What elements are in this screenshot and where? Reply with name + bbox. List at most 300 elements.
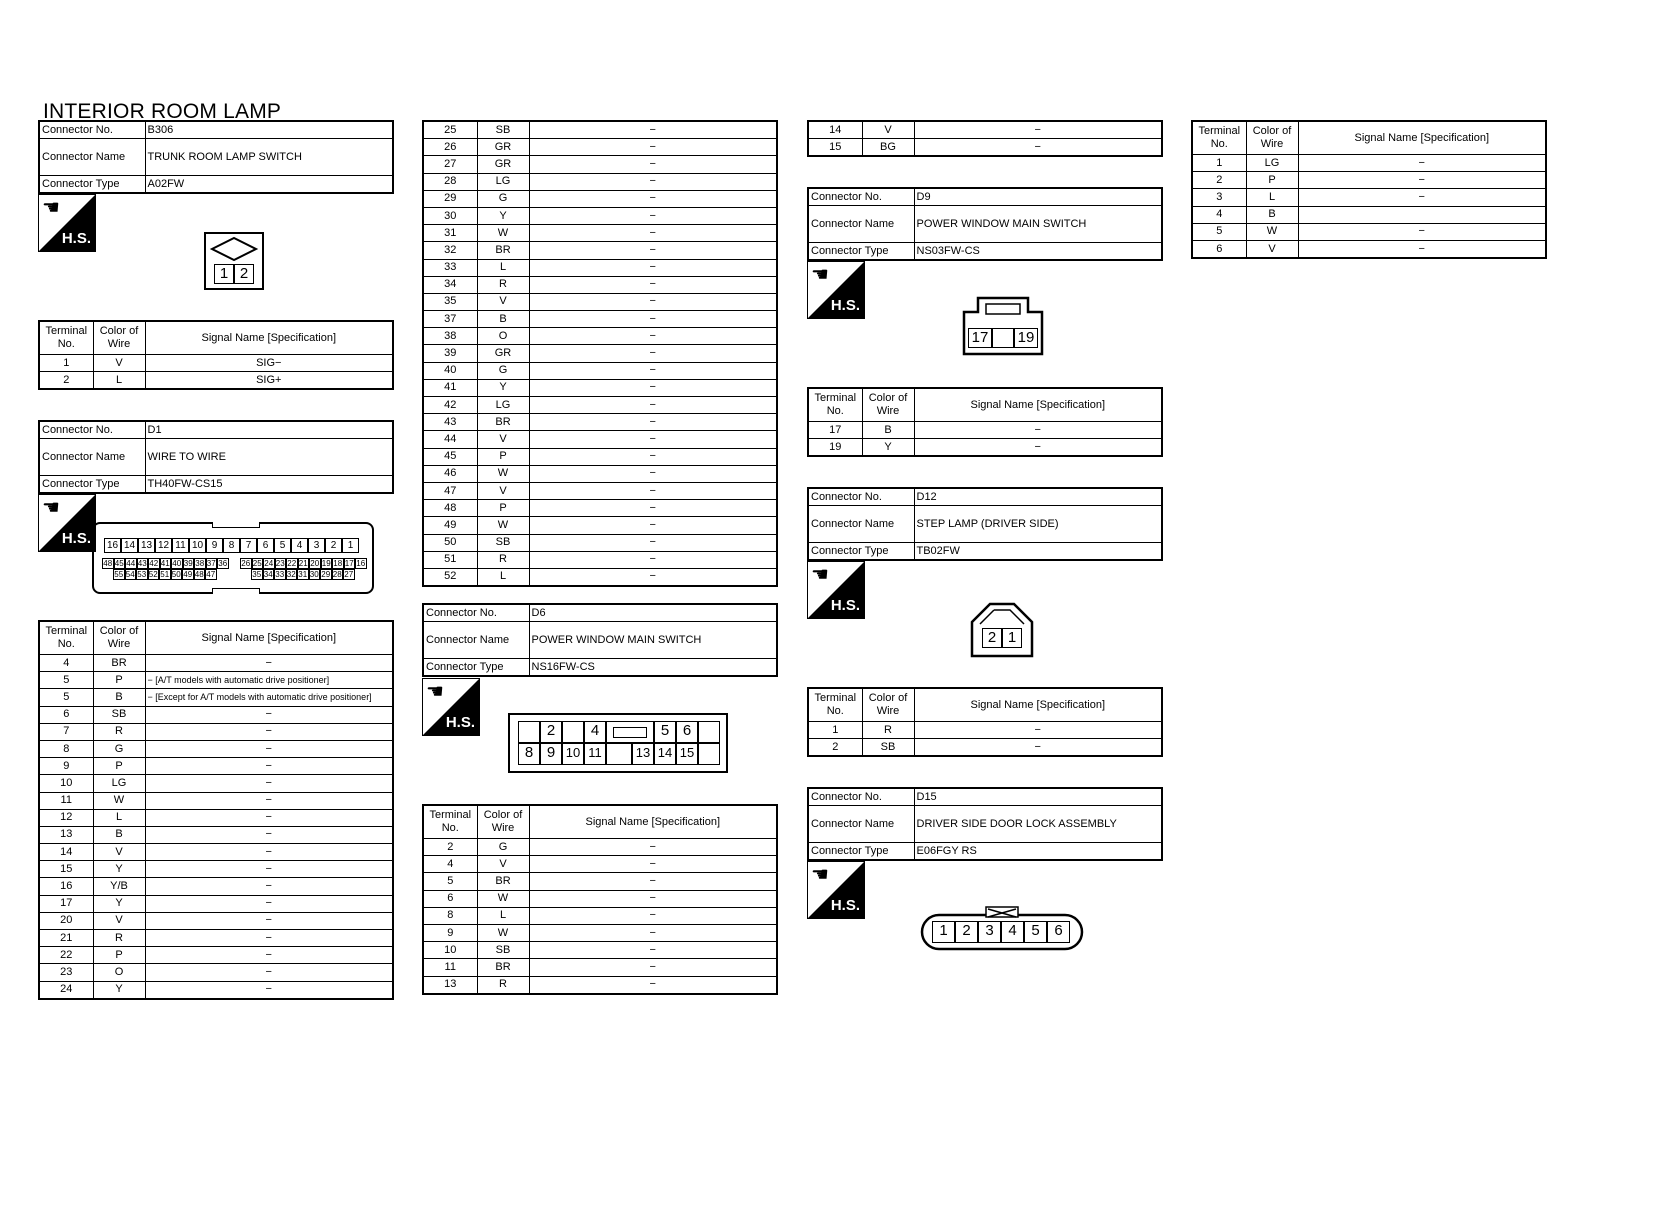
harness-hand-icon: ☚ [42,197,60,219]
signal-name-cell: − [145,723,393,740]
terminal-no-cell: 11 [423,959,477,976]
pin: 49 [183,570,193,579]
table-row: 17 B − [808,422,1162,439]
wire-color-cell: G [477,362,529,379]
terminal-no-cell: 6 [39,706,93,723]
signal-name-cell: − [529,397,777,414]
terminal-no-cell: 15 [39,861,93,878]
terminal-no-cell: 32 [423,242,477,259]
pin: 16 [356,559,366,568]
connector-diagram-d6 [508,713,728,773]
wire-color-cell: SB [477,534,529,551]
hs-icon: ☚ H.S. [38,194,96,252]
header-signal-name: Signal Name [Specification] [529,805,777,839]
wire-color-cell: L [477,568,529,586]
wire-color-cell: V [477,856,529,873]
terminal-no-cell: 31 [423,225,477,242]
pin: 24 [264,559,274,568]
table-row [39,740,393,757]
table-row [39,672,393,689]
wire-color-cell: R [93,723,145,740]
connector-name: DRIVER SIDE DOOR LOCK ASSEMBLY [914,806,1162,843]
wire-color-cell: W [477,890,529,907]
pin: 54 [125,570,135,579]
label-connector-no: Connector No. [808,488,914,506]
table-row [39,706,393,723]
connector-name: STEP LAMP (DRIVER SIDE) [914,506,1162,543]
pin: 18 [333,559,343,568]
terminal-no-cell: 28 [423,173,477,190]
connector-diagram-d12 [970,602,1034,658]
wire-color-cell: W [93,792,145,809]
wire-color-cell: SB [93,706,145,723]
pin: 2 [955,921,978,943]
harness-hand-icon: ☚ [811,564,829,586]
label-connector-name: Connector Name [808,806,914,843]
pin: 1 [932,921,955,943]
pin: 44 [126,559,136,568]
label-connector-type: Connector Type [423,659,529,677]
pin-empty [992,328,1014,348]
signal-name-cell: − [Except for A/T models with automatic drive positioner] [145,689,393,706]
signal-name-cell: − [529,856,777,873]
signal-name-cell: − [529,173,777,190]
signal-name-cell: − [145,861,393,878]
label-connector-type: Connector Type [808,543,914,561]
terminal-no-cell: 5 [39,672,93,689]
table-row [423,276,777,293]
connector-type: TH40FW-CS15 [145,476,393,494]
pin: 45 [114,559,124,568]
signal-name-cell: − [145,947,393,964]
terminal-no-cell: 20 [39,912,93,929]
connector-no: D6 [529,604,777,622]
table-row [423,173,777,190]
pin: 14 [121,538,138,553]
terminal-no-cell: 14 [808,121,862,139]
pin: 51 [160,570,170,579]
terminal-no-cell: 40 [423,362,477,379]
wire-color-cell: W [477,465,529,482]
wire-color-cell: B [93,689,145,706]
connector-no: D15 [914,788,1162,806]
label-connector-no: Connector No. [39,421,145,439]
pin: 11 [172,538,189,553]
table-row [423,379,777,396]
hs-icon: ☚ H.S. [38,494,96,552]
signal-name-cell: − [145,740,393,757]
pin-empty [698,743,720,765]
pin: 2 [325,538,342,553]
signal-name-cell: − [529,225,777,242]
pin: 13 [138,538,155,553]
terminal-no-cell: 13 [423,976,477,994]
terminal-no-cell: 35 [423,293,477,310]
terminal-table-d6-continued [807,120,1163,157]
signal-name-cell: − [529,500,777,517]
table-row [39,655,393,672]
table-row [39,861,393,878]
signal-name-cell: − [145,758,393,775]
signal-name-cell: − [529,568,777,586]
connector-key-icon [207,235,261,265]
wire-color-cell: R [477,276,529,293]
pin: 17 [344,559,354,568]
terminal-no-cell: 8 [39,740,93,757]
signal-name-cell: − [529,873,777,890]
signal-name-cell: − [529,328,777,345]
label-connector-type: Connector Type [808,243,914,261]
terminal-no-cell: 5 [423,873,477,890]
signal-name-cell: − [529,942,777,959]
hs-icon: ☚ H.S. [807,261,865,319]
signal-name-cell: − [529,551,777,568]
wire-color-cell: P [93,947,145,964]
header-color-of-wire: Color of Wire [862,388,914,422]
signal-name-cell: − [529,293,777,310]
wire-color-cell: LG [93,775,145,792]
terminal-no-cell: 44 [423,431,477,448]
table-row [423,482,777,499]
hs-icon: ☚ H.S. [422,678,480,736]
wire-color-cell: W [477,924,529,941]
header-terminal-no: Terminal No. [423,805,477,839]
table-row [423,942,777,959]
terminal-no-cell: 50 [423,534,477,551]
signal-name-cell: − [529,121,777,139]
table-row [808,121,1162,139]
pin: 5 [1024,921,1047,943]
terminal-no-cell: 39 [423,345,477,362]
table-row: 19 Y − [808,439,1162,457]
table-row: 2 P − [1192,172,1546,189]
terminal-table-b306 [38,320,394,390]
table-row [423,156,777,173]
pin: 2 [234,264,254,284]
terminal-no-cell: 10 [423,942,477,959]
connector-diagram-d15 [920,905,1084,951]
terminal-no-cell: 46 [423,465,477,482]
label-connector-no: Connector No. [808,188,914,206]
table-row [39,758,393,775]
pin: 26 [241,559,251,568]
table-row: 1 R − [808,722,1162,739]
signal-name-cell: − [529,259,777,276]
header-terminal-no: Terminal No. [39,321,93,355]
pin: 43 [137,559,147,568]
pin: 42 [149,559,159,568]
terminal-no-cell: 48 [423,500,477,517]
signal-name-cell: − [529,465,777,482]
table-row [39,912,393,929]
signal-name-cell: − [529,839,777,856]
signal-name-cell: − [529,156,777,173]
connector-latch-icon [212,588,260,594]
terminal-no-cell: 2 [423,839,477,856]
pin: 10 [189,538,206,553]
pin: 29 [321,570,331,579]
wire-color-cell: BR [477,959,529,976]
header-signal-name: Signal Name [Specification] [145,621,393,655]
table-row [423,414,777,431]
terminal-no-cell: 9 [423,924,477,941]
pin: 2 [540,721,562,743]
table-row [423,890,777,907]
connector-diagram-d1 [92,522,374,594]
terminal-no-cell: 42 [423,397,477,414]
terminal-no-cell: 6 [423,890,477,907]
wire-color-cell: G [93,740,145,757]
wire-color-cell: Y [93,895,145,912]
table-row [39,809,393,826]
terminal-no-cell: 22 [39,947,93,964]
pin: 33 [275,570,285,579]
terminal-no-cell: 8 [423,907,477,924]
pin: 10 [562,743,584,765]
header-terminal-no: Terminal No. [808,388,862,422]
harness-hand-icon: ☚ [811,264,829,286]
terminal-no-cell: 26 [423,139,477,156]
table-row [423,907,777,924]
table-row [39,775,393,792]
wire-color-cell: BG [862,139,914,157]
table-row: 2 L SIG+ [39,372,393,390]
label-connector-name: Connector Name [423,622,529,659]
wire-color-cell: V [477,293,529,310]
table-row [423,259,777,276]
table-row [423,534,777,551]
table-row [423,207,777,224]
table-row [423,225,777,242]
terminal-no-cell: 17 [39,895,93,912]
connector-name: TRUNK ROOM LAMP SWITCH [145,139,393,176]
signal-name-cell: − [529,431,777,448]
wire-color-cell: O [477,328,529,345]
wire-color-cell: W [477,225,529,242]
page-title: INTERIOR ROOM LAMP [43,100,282,123]
pin: 25 [252,559,262,568]
terminal-no-cell: 24 [39,981,93,999]
connector-type: TB02FW [914,543,1162,561]
connector-latch-icon [212,522,260,528]
wire-color-cell: BR [477,414,529,431]
wire-color-cell: W [477,517,529,534]
table-row [423,500,777,517]
signal-name-cell: − [529,345,777,362]
signal-name-cell: − [145,775,393,792]
terminal-no-cell: 10 [39,775,93,792]
signal-name-cell: − [145,981,393,999]
table-row [423,345,777,362]
terminal-no-cell: 37 [423,311,477,328]
connector-key-icon [606,721,654,743]
table-row [423,839,777,856]
pin: 7 [240,538,257,553]
wire-color-cell: Y [93,861,145,878]
table-row [423,190,777,207]
signal-name-cell: − [529,448,777,465]
pin: 23 [275,559,285,568]
signal-name-cell: − [529,517,777,534]
label-connector-type: Connector Type [39,176,145,194]
signal-name-cell: − [A/T models with automatic drive positioner] [145,672,393,689]
pin: 32 [286,570,296,579]
table-row [39,895,393,912]
signal-name-cell: − [529,362,777,379]
pin: 27 [344,570,354,579]
wire-color-cell: P [93,758,145,775]
connector-info-d12 [807,487,1163,561]
pin: 11 [584,743,606,765]
table-row [39,844,393,861]
pin: 55 [114,570,124,579]
table-row [39,689,393,706]
harness-hand-icon: ☚ [811,864,829,886]
terminal-no-cell: 9 [39,758,93,775]
signal-name-cell: − [529,890,777,907]
pin: 1 [342,538,359,553]
signal-name-cell: − [145,878,393,895]
header-signal-name: Signal Name [Specification] [914,688,1162,722]
terminal-no-cell: 29 [423,190,477,207]
pin: 34 [263,570,273,579]
signal-name-cell: − [529,959,777,976]
table-row [423,924,777,941]
header-color-of-wire: Color of Wire [93,321,145,355]
wire-color-cell: P [93,672,145,689]
terminal-table-d15 [1191,120,1547,259]
table-row [423,431,777,448]
terminal-no-cell: 12 [39,809,93,826]
connector-name: POWER WINDOW MAIN SWITCH [529,622,777,659]
table-row [423,121,777,139]
pin: 17 [968,328,992,348]
table-row [423,242,777,259]
pin-empty [518,721,540,743]
label-connector-type: Connector Type [808,843,914,861]
terminal-no-cell: 51 [423,551,477,568]
connector-info-d9 [807,187,1163,261]
pin: 9 [540,743,562,765]
pin: 30 [309,570,319,579]
pin: 21 [298,559,308,568]
wire-color-cell: P [477,448,529,465]
wire-color-cell: Y [477,379,529,396]
terminal-table-d6 [422,804,778,995]
signal-name-cell: − [145,706,393,723]
table-row [39,981,393,999]
pin: 41 [160,559,170,568]
pin: 4 [291,538,308,553]
pin: 40 [172,559,182,568]
signal-name-cell: − [529,924,777,941]
signal-name-cell: − [529,311,777,328]
table-row [39,792,393,809]
header-signal-name: Signal Name [Specification] [914,388,1162,422]
pin: 14 [654,743,676,765]
signal-name-cell: − [529,379,777,396]
pin: 5 [654,721,676,743]
signal-name-cell: − [145,844,393,861]
signal-name-cell: − [529,207,777,224]
wire-color-cell: L [93,809,145,826]
pin: 6 [257,538,274,553]
table-row [423,465,777,482]
table-row [423,568,777,586]
pin: 48 [103,559,113,568]
terminal-no-cell: 43 [423,414,477,431]
label-connector-name: Connector Name [39,439,145,476]
pin: 13 [632,743,654,765]
connector-no: D1 [145,421,393,439]
wire-color-cell: R [477,976,529,994]
header-color-of-wire: Color of Wire [862,688,914,722]
label-connector-name: Connector Name [39,139,145,176]
terminal-no-cell: 11 [39,792,93,809]
wire-color-cell: LG [477,173,529,190]
label-connector-no: Connector No. [808,788,914,806]
signal-name-cell: − [145,895,393,912]
signal-name-cell: − [145,964,393,981]
terminal-table-d9 [807,387,1163,457]
pin: 36 [218,559,228,568]
terminal-table-d1 [38,620,394,1000]
table-row: 4 B [1192,206,1546,223]
connector-diagram-d9 [960,296,1046,356]
wire-color-cell: Y [93,981,145,999]
table-row: 1 V SIG− [39,355,393,372]
connector-type: E06FGY RS [914,843,1162,861]
pin: 9 [206,538,223,553]
signal-name-cell: − [914,121,1162,139]
table-row [39,723,393,740]
pin: 6 [1047,921,1070,943]
pin: 1 [1002,628,1022,648]
table-row [423,856,777,873]
pin: 5 [274,538,291,553]
signal-name-cell: − [145,826,393,843]
pin: 4 [1001,921,1024,943]
wire-color-cell: V [862,121,914,139]
header-color-of-wire: Color of Wire [1246,121,1298,155]
connector-name: POWER WINDOW MAIN SWITCH [914,206,1162,243]
table-row [39,826,393,843]
signal-name-cell: − [145,912,393,929]
pin: 3 [308,538,325,553]
connector-no: D12 [914,488,1162,506]
pin: 52 [148,570,158,579]
wire-color-cell: BR [477,873,529,890]
connector-no: D9 [914,188,1162,206]
table-row [423,328,777,345]
signal-name-cell: − [529,976,777,994]
table-row [808,139,1162,157]
hs-icon: ☚ H.S. [807,861,865,919]
pin: 50 [171,570,181,579]
pin: 3 [978,921,1001,943]
table-row [423,139,777,156]
pin-empty [606,743,632,765]
signal-name-cell: − [529,276,777,293]
wire-color-cell: G [477,190,529,207]
label-connector-no: Connector No. [423,604,529,622]
pin: 6 [676,721,698,743]
connector-name: WIRE TO WIRE [145,439,393,476]
terminal-no-cell: 4 [423,856,477,873]
wire-color-cell: V [93,844,145,861]
terminal-no-cell: 41 [423,379,477,396]
pin: 2 [982,628,1002,648]
